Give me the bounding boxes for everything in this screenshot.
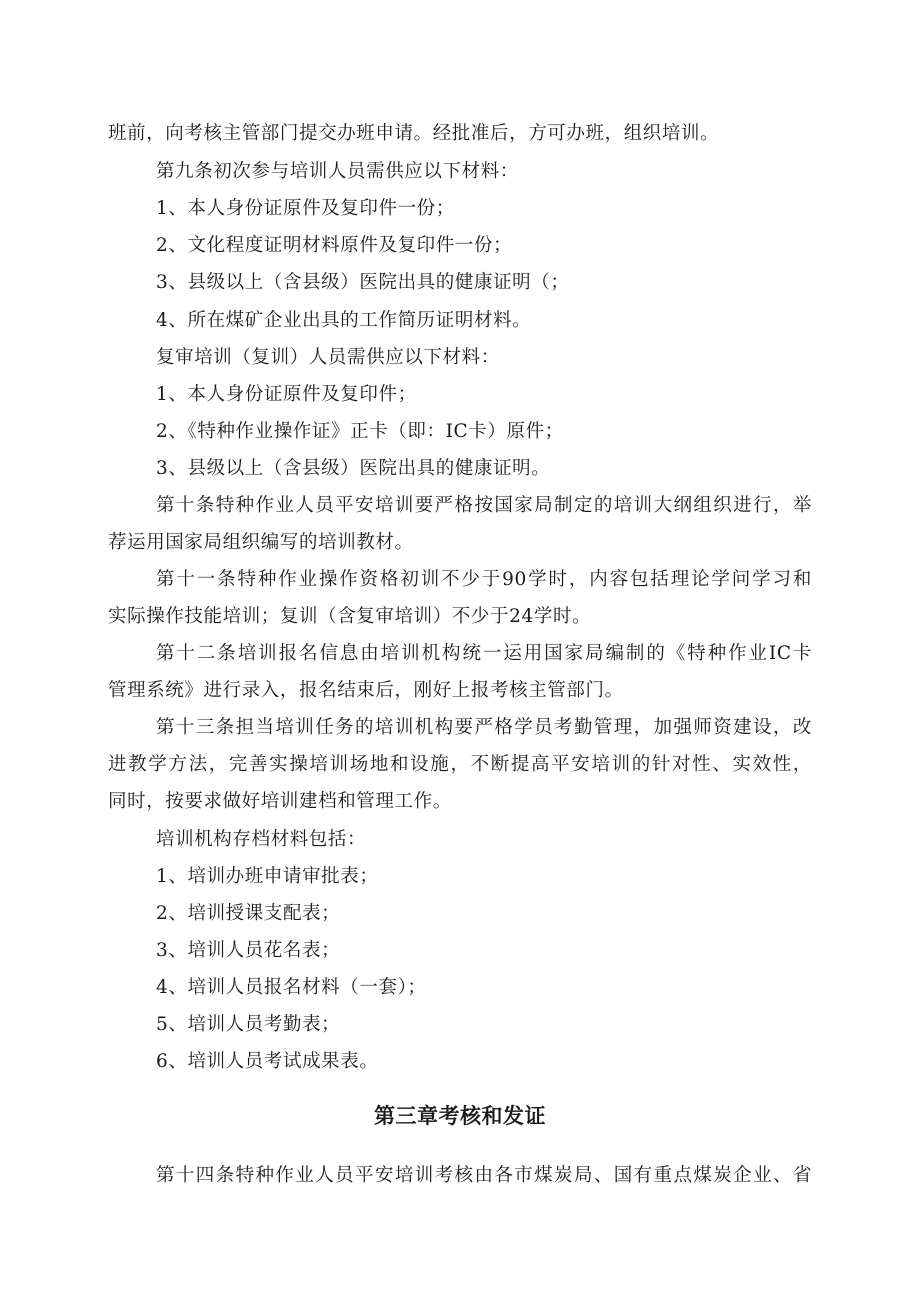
paragraph-line: 管理系统》进行录入，报名结束后，刚好上报考核主管部门。	[108, 680, 624, 701]
list-item: 6、培训人员考试成果表。	[156, 1051, 379, 1072]
list-item: 5、培训人员考勤表；	[156, 1014, 341, 1035]
paragraph-line: 进教学方法，完善实操培训场地和设施，不断提高平安培训的针对性、实效性，	[108, 754, 812, 775]
chapter-heading: 第三章考核和发证	[374, 1104, 546, 1128]
paragraph-line: 实际操作技能培训；复训（含复审培训）不少于24学时。	[108, 606, 592, 627]
list-item: 3、培训人员花名表；	[156, 940, 341, 961]
list-item: 1、本人身份证原件及复印件；	[156, 384, 417, 405]
paragraph-line: 培训机构存档材料包括：	[156, 829, 367, 850]
list-item: 2、《特种作业操作证》正卡（即：IC卡）原件；	[156, 421, 564, 442]
paragraph-line: 同时，按要求做好培训建档和管理工作。	[108, 791, 452, 812]
list-item: 3、县级以上（含县级）医院出具的健康证明。	[156, 458, 551, 479]
list-item: 4、所在煤矿企业出具的工作简历证明材料。	[156, 310, 532, 331]
paragraph-line: 复审培训（复训）人员需供应以下材料：	[156, 347, 500, 368]
paragraph-line: 班前，向考核主管部门提交办班申请。经批准后，方可办班，组织培训。	[108, 123, 720, 144]
list-item: 1、本人身份证原件及复印件一份；	[156, 198, 455, 219]
paragraph-line: 第十条特种作业人员平安培训要严格按国家局制定的培训大纲组织进行，举	[156, 495, 812, 516]
paragraph-line: 第十三条担当培训任务的培训机构要严格学员考勤管理，加强师资建设，改	[156, 717, 812, 738]
paragraph-line: 第十二条培训报名信息由培训机构统一运用国家局编制的《特种作业IC卡	[156, 643, 812, 664]
paragraph-line: 第十四条特种作业人员平安培训考核由各市煤炭局、国有重点煤炭企业、省	[156, 1165, 812, 1186]
paragraph-line: 第十一条特种作业操作资格初训不少于90学时，内容包括理论学问学习和	[156, 569, 812, 590]
list-item: 2、文化程度证明材料原件及复印件一份；	[156, 235, 513, 256]
list-item: 2、培训授课支配表；	[156, 903, 341, 924]
paragraph-line: 荐运用国家局组织编写的培训教材。	[108, 532, 414, 553]
list-item: 3、县级以上（含县级）医院出具的健康证明（；	[156, 272, 570, 293]
paragraph-line: 第九条初次参与培训人员需供应以下材料：	[156, 161, 519, 182]
list-item: 4、培训人员报名材料（一套）；	[156, 977, 427, 998]
list-item: 1、培训办班申请审批表；	[156, 866, 379, 887]
